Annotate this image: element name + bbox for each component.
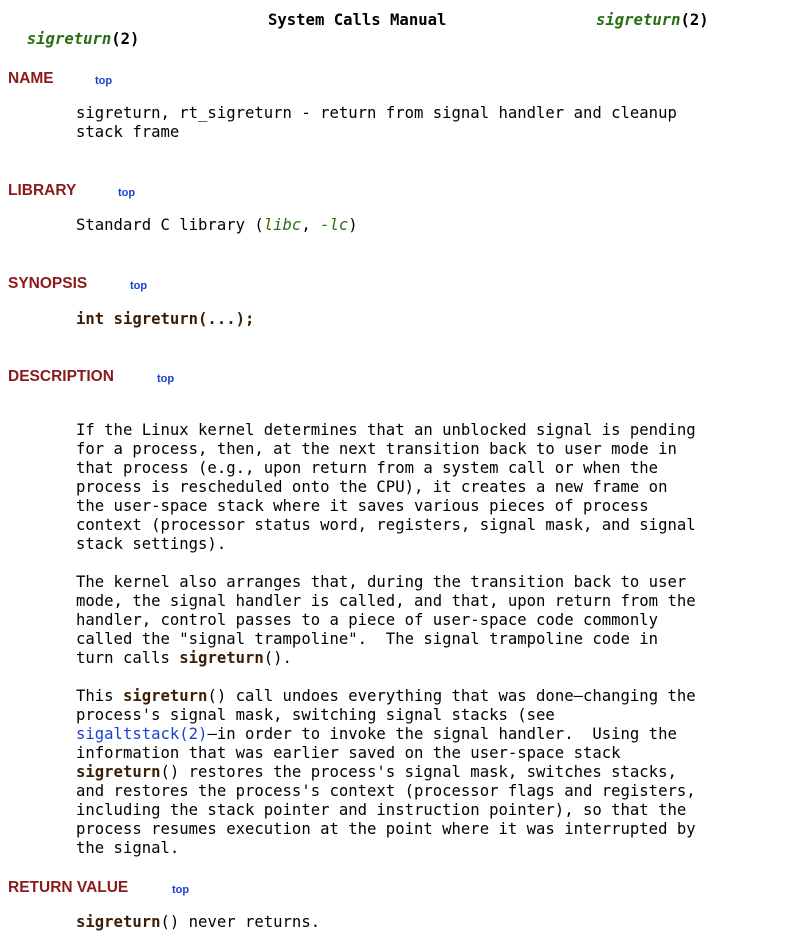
name-text: [76, 104, 677, 142]
top-link-name[interactable]: top: [95, 75, 113, 87]
desc-p2-line: mode, the signal handler is called, and that, upon return from the: [76, 592, 696, 610]
section-title-synopsis: SYNOPSIS: [8, 275, 88, 292]
sigaltstack-link[interactable]: sigaltstack(2): [76, 725, 208, 743]
desc-p3-l3-post: —in order to invoke the signal handler. Using the: [207, 725, 677, 743]
desc-p3-line: the signal.: [76, 839, 180, 857]
name-line-1: sigreturn, rt_sigreturn - return from signal handler and cleanup: [76, 104, 677, 122]
header-left-section: (2): [111, 30, 140, 48]
section-title-return-value: RETURN VALUE: [8, 879, 129, 896]
desc-p1-line: stack settings).: [76, 535, 227, 553]
return-value-text: [76, 913, 320, 932]
desc-p1-line: the user-space stack where it saves various pieces of process: [76, 497, 649, 515]
sigreturn-fn: sigreturn: [76, 913, 161, 931]
description-paragraph-1: [76, 402, 696, 573]
description-paragraph-3: [76, 668, 696, 877]
section-title-library: LIBRARY: [8, 182, 77, 199]
header-left-name: sigreturn: [26, 30, 112, 48]
desc-p3-line-5: [76, 763, 696, 782]
desc-p3-line-1: [76, 687, 696, 706]
top-link-synopsis[interactable]: top: [130, 280, 148, 292]
desc-p3-post: () call undoes everything that was done—changing the: [207, 687, 696, 705]
library-lc: -lc: [320, 216, 349, 234]
desc-p3-l5-post: () restores the process's signal mask, switches stacks,: [160, 763, 677, 781]
desc-p2-post: ().: [263, 649, 292, 667]
desc-p1-line: If the Linux kernel determines that an unblocked signal is pending: [76, 421, 696, 439]
desc-p2-pre: turn calls: [76, 649, 180, 667]
section-title-description: DESCRIPTION: [8, 368, 114, 385]
desc-p3-line: including the stack pointer and instruction pointer), so that the: [76, 801, 687, 819]
desc-p1-line: process is rescheduled onto the CPU), it creates a new frame on: [76, 478, 668, 496]
desc-p2-line-last: [76, 649, 696, 668]
desc-p2-line: called the "signal trampoline". The signal trampoline code in: [76, 630, 659, 648]
desc-p3-line-4: information that was earlier saved on the user-space stack: [76, 744, 621, 762]
desc-p1-line: for a process, then, at the next transition back to user mode in: [76, 440, 677, 458]
synopsis-code: int sigreturn(...);: [76, 310, 255, 328]
library-libc: libc: [263, 216, 302, 234]
desc-p2-line: handler, control passes to a piece of user-space code commonly: [76, 611, 659, 629]
header-right: [596, 11, 709, 30]
desc-p3-pre: This: [76, 687, 123, 705]
top-link-return-value[interactable]: top: [172, 884, 190, 896]
return-value-post: () never returns.: [160, 913, 321, 931]
name-line-2: stack frame: [76, 123, 180, 141]
desc-p1-line: context (processor status word, registers, signal mask, and signal: [76, 516, 696, 534]
page-title: System Calls Manual: [268, 11, 447, 29]
desc-p2-line: The kernel also arranges that, during the transition back to user: [76, 573, 687, 591]
header-right-name: sigreturn: [596, 11, 681, 29]
top-link-library[interactable]: top: [118, 187, 136, 199]
header-right-section: (2): [680, 11, 709, 29]
sigreturn-fn: sigreturn: [122, 687, 208, 705]
top-link-description[interactable]: top: [157, 373, 175, 385]
desc-p3-line-2: process's signal mask, switching signal stacks (see: [76, 706, 555, 724]
section-title-name: NAME: [8, 70, 54, 87]
library-pre: Standard C library (: [76, 216, 264, 234]
desc-p3-line: and restores the process's context (processor flags and registers,: [76, 782, 696, 800]
desc-p3-line-3: [76, 725, 696, 744]
desc-p3-line: process resumes execution at the point where it was interrupted by: [76, 820, 696, 838]
desc-p1-line: that process (e.g., upon return from a system call or when the: [76, 459, 659, 477]
header-left: [27, 30, 140, 48]
sigreturn-fn: sigreturn: [76, 763, 161, 781]
library-sep: ,: [301, 216, 321, 234]
library-text: [76, 216, 358, 235]
sigreturn-fn: sigreturn: [179, 649, 264, 667]
library-post: ): [348, 216, 358, 234]
